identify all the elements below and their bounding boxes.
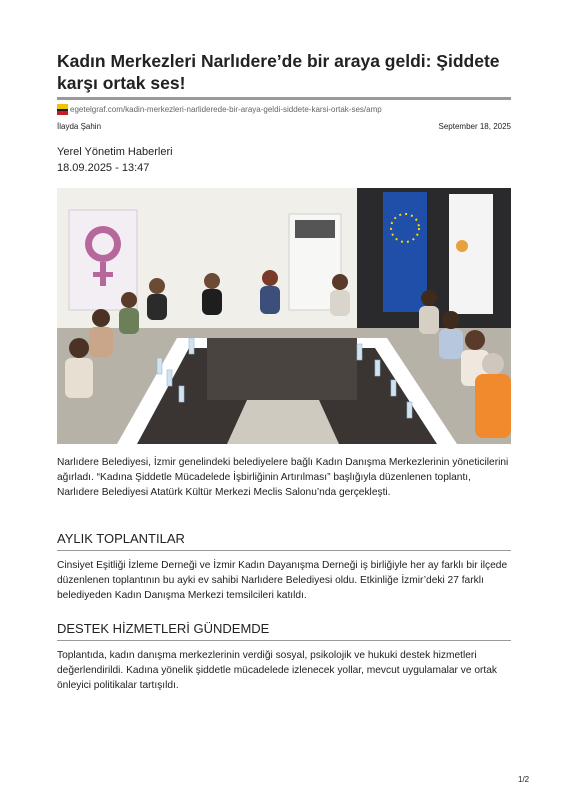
- paragraph-monthly-meetings: Cinsiyet Eşitliği İzleme Derneği ve İzmir Kadın Dayanışma Derneği iş birliğiyle her ay farklı bir ilçede düzenlenen toplantının bu ayki ev sahibi Narlıdere Belediyesi oldu. Etkinliğe İzmir’deki 27 farklı belediyeden Kadın Danışma Merkezi temsilcileri katıldı.: [57, 560, 508, 601]
- article-title: Kadın Merkezleri Narlıdere’de bir araya geldi: Şiddete karşı ortak ses!: [57, 51, 500, 93]
- article-photo: [57, 188, 511, 444]
- section-heading-monthly-meetings: AYLIK TOPLANTILAR: [57, 531, 511, 551]
- category-label: Yerel Yönetim Haberleri: [57, 146, 173, 158]
- byline-row: [57, 122, 511, 131]
- publish-datetime: 18.09.2025 - 13:47: [57, 162, 150, 174]
- source-url-row: [57, 103, 511, 115]
- meeting-photo-illustration: [57, 188, 511, 444]
- section-heading-support-services: DESTEK HİZMETLERİ GÜNDEMDE: [57, 621, 511, 641]
- site-logo-icon: [57, 104, 68, 115]
- author-name: İlayda Şahin: [57, 122, 102, 131]
- source-url-link[interactable]: egetelgraf.com/kadin-merkezleri-narliderede-bir-araya-geldi-siddete-karsi-ortak-ses/amp: [70, 104, 382, 114]
- paragraph-intro: Narlıdere Belediyesi, İzmir genelindeki belediyelere bağlı Kadın Danışma Merkezlerinin yöneticilerini ağırladı. “Kadına Şiddetle Mücadelede İşbirliğinin Artırılması” başlığıyla düzenlenen toplantı, Narlıdere Belediyesi Atatürk Kültür Merkezi Meclis Salonu’nda gerçekleşti.: [57, 457, 509, 498]
- publish-date: September 18, 2025: [438, 122, 511, 131]
- page-number: 1/2: [518, 775, 530, 784]
- paragraph-support-services: Toplantıda, kadın danışma merkezlerinin verdiği sosyal, psikolojik ve hukuki destek hizmetleri değerlendirildi. Kadına yönelik şiddetle mücadelede izlenecek yollar, mevcut uygulamalar ve ortak önleyici politikalar tartışıldı.: [57, 650, 498, 691]
- title-divider: [57, 97, 511, 100]
